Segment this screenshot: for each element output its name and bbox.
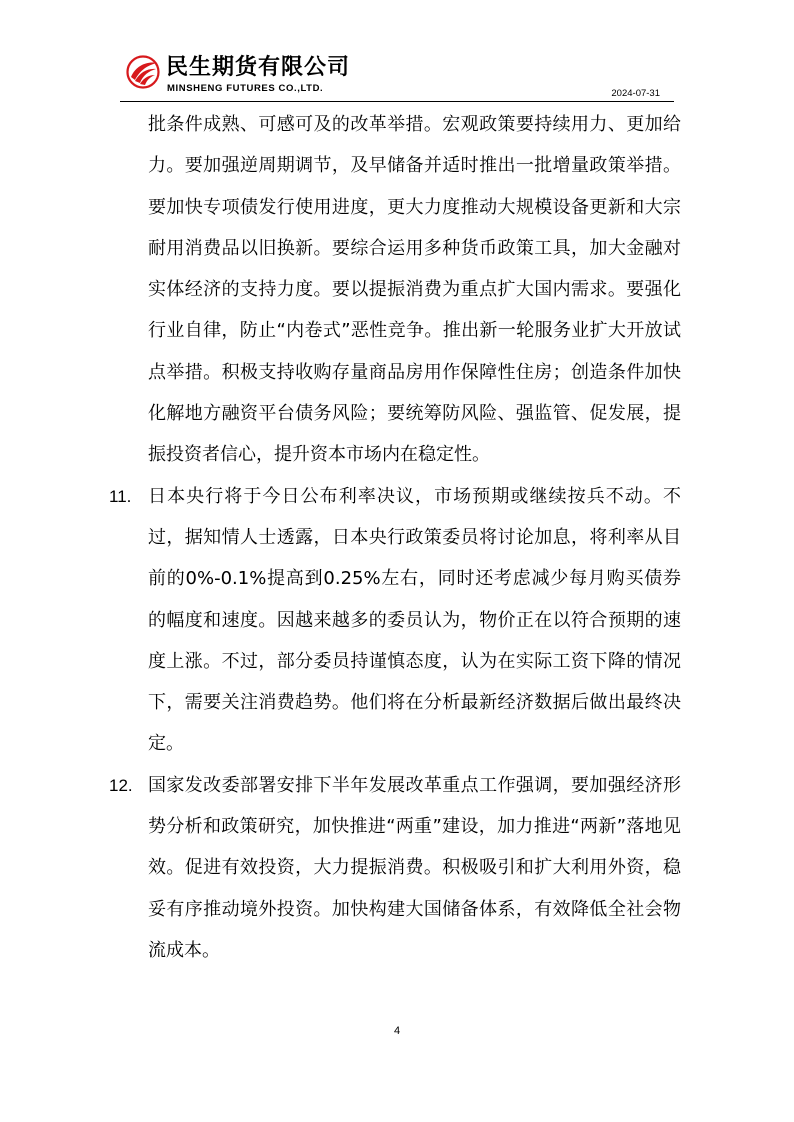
- continuation-paragraph: 批条件成熟、可感可及的改革举措。宏观政策要持续用力、更加给力。要加强逆周期调节，及早储备并适时推出一批增量政策举措。要加快专项债发行使用进度，更大力度推动大规模设备更新和大宗耐用消费品以旧换新。要综合运用多种货币政策工具，加大金融对实体经济的支持力度。要以提振消费为重点扩大国内需求。要强化行业自律，防止“内卷式”恶性竞争。推出新一轮服务业扩大开放试点举措。积极支持收购存量商品房用作保障性住房；创造条件加快化解地方融资平台债务风险；要统筹防风险、强监管、促发展，提振投资者信心，提升资本市场内在稳定性。: [148, 114, 681, 466]
- header-divider: [120, 101, 674, 102]
- item-text: 国家发改委部署安排下半年发展改革重点工作强调，要加强经济形势分析和政策研究，加快推进“两重”建设，加力推进“两新”落地见效。促进有效投资，大力提振消费。积极吸引和扩大利用外资，稳妥有序推动境外投资。加快构建大国储备体系，有效降低全社会物流成本。: [148, 774, 681, 961]
- page-number: 4: [393, 1025, 401, 1037]
- minsheng-logo-icon: [126, 55, 160, 89]
- company-name-en: MINSHENG FUTURES CO.,LTD.: [167, 83, 324, 94]
- item-number: 12.: [109, 775, 133, 795]
- page-header: [120, 48, 674, 102]
- company-name-cn: 民生期货有限公司: [166, 55, 351, 80]
- list-item-11: [109, 476, 681, 765]
- item-number: 11.: [109, 486, 132, 506]
- list-item-12: [109, 765, 681, 971]
- item-text: 日本央行将于今日公布利率决议，市场预期或继续按兵不动。不过，据知情人士透露，日本央行政策委员将讨论加息，将利率从目前的0%-0.1%提高到0.25%左右，同时还考虑减少每月购买债券的幅度和速度。因越来越多的委员认为，物价正在以符合预期的速度上涨。不过，部分委员持谨慎态度，认为在实际工资下降的情况下，需要关注消费趋势。他们将在分析最新经济数据后做出最终决定。: [148, 485, 681, 755]
- report-date: 2024-07-31: [611, 88, 660, 99]
- document-body: [109, 104, 681, 971]
